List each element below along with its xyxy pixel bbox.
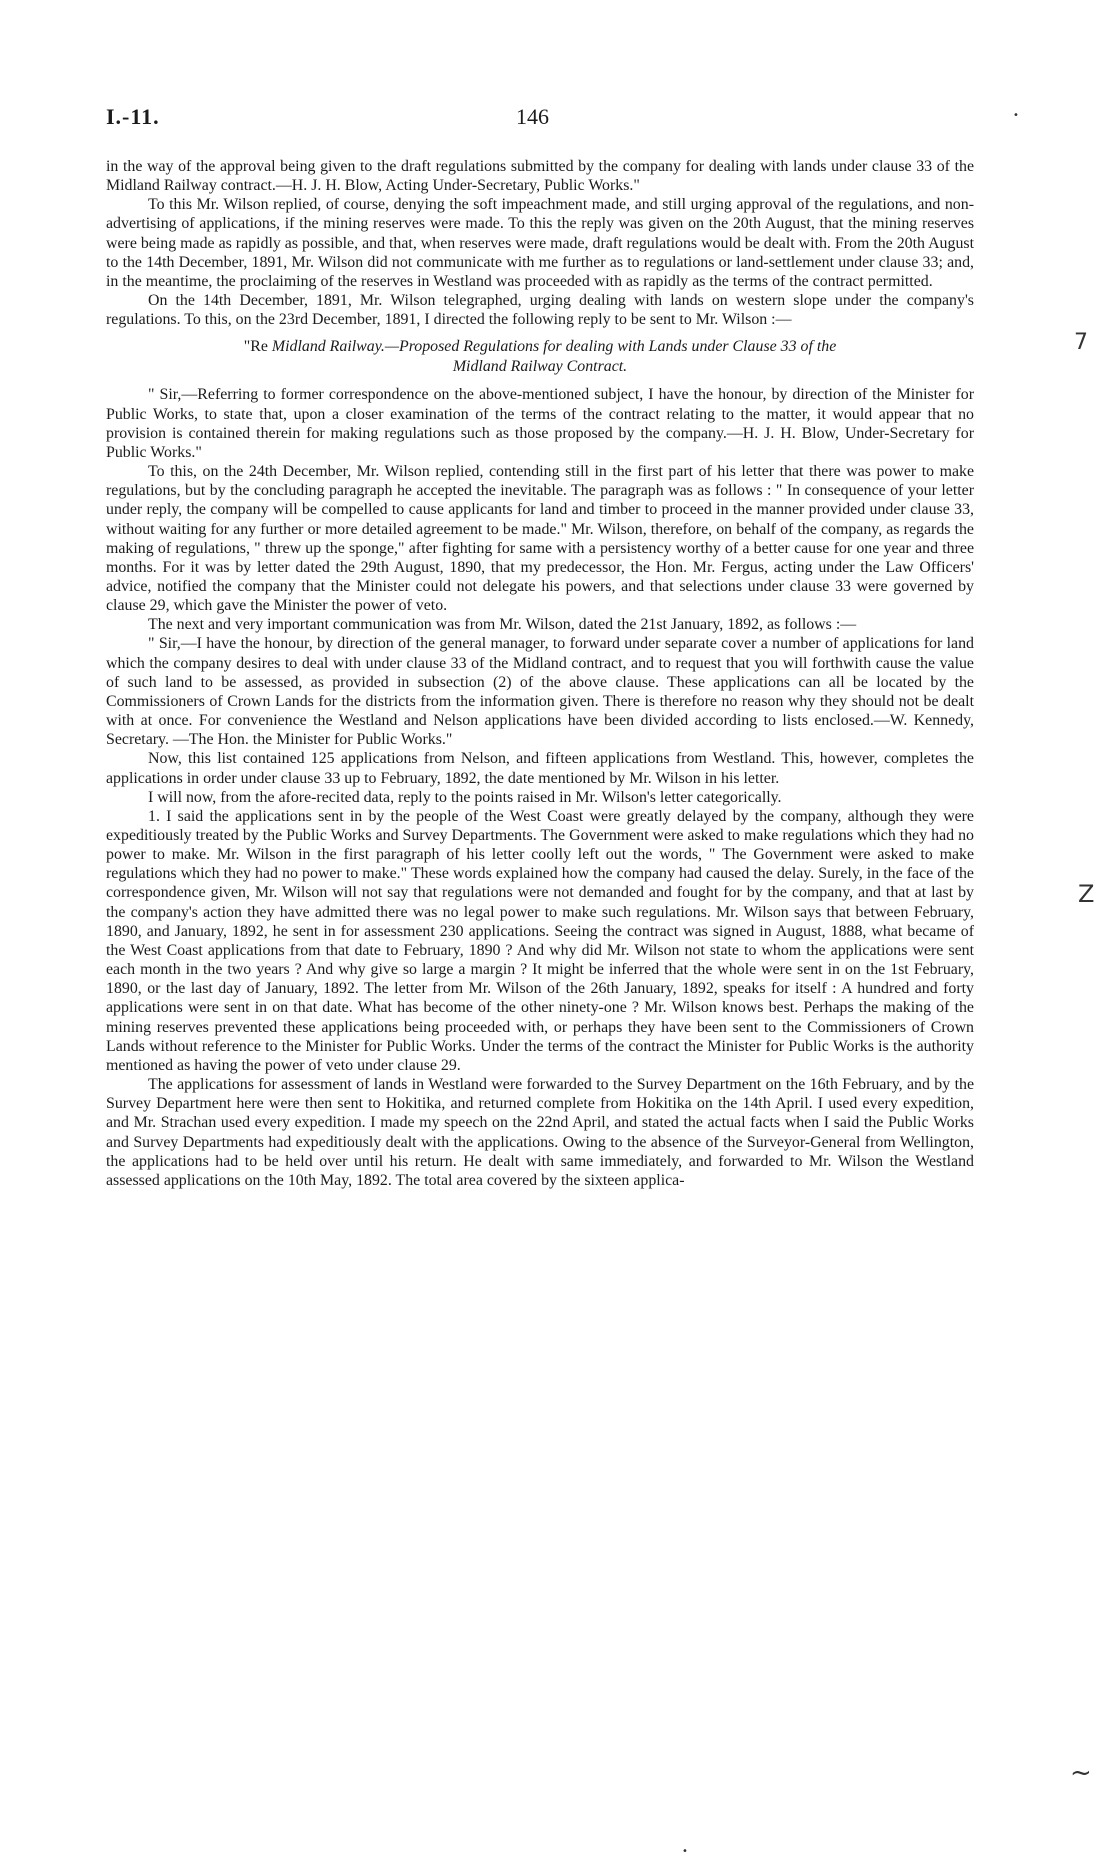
margin-annotation: Z: [1078, 880, 1095, 908]
letter-subject-heading: [106, 337, 974, 377]
footer-dot: •: [682, 1846, 688, 1857]
paragraph: To this Mr. Wilson replied, of course, denying the soft impeachment made, and still urging approval of the regulations, and non-advertising of applications, if the mining reserves were made. To this the reply was given on the 20th August, that the mining reserves were being made as rapidly as possible, and that, when reserves were made, draft regulations would be dealt with. From the 20th August to the 14th December, 1891, Mr. Wilson did not communicate with me further as to regulations or land-settlement under clause 33; and, in the meantime, the proclaiming of the reserves in Westland was proceeded with as rapidly as the terms of the contract permitted.: [106, 196, 974, 290]
heading-line-1: [106, 337, 974, 357]
margin-annotation: ~: [1070, 1758, 1092, 1788]
paragraph: On the 14th December, 1891, Mr. Wilson telegraphed, urging dealing with lands on western slope under the company's regulations. To this, on the 23rd December, 1891, I directed the following reply to be sent to Mr. Wilson :—: [106, 292, 974, 329]
heading-subject-line-1: Midland Railway.—Proposed Regulations for dealing with Lands under Clause 33 of the: [271, 338, 837, 356]
heading-subject-line-2: Midland Railway Contract.: [452, 358, 628, 376]
quoted-letter: " Sir,—I have the honour, by direction of the general manager, to forward under separate cover a number of applications for land which the company desires to deal with under clause 33 of the Midland contract, and to request that you will forthwith cause the value of such land to be assessed, as provided in subsection (2) of the above clause. These applications can all be located by the Commissioners of Crown Lands for the districts from the information given. There is therefore no reason why they should not be dealt with at once. For convenience the Westland and Nelson applications have been divided according to lists enclosed.—W. Kennedy, Secretary. —The Hon. the Minister for Public Works.": [106, 635, 974, 749]
margin-dot: •: [1013, 110, 1019, 121]
document-page: [106, 0, 974, 1875]
quoted-letter: " Sir,—Referring to former correspondence on the above-mentioned subject, I have the honour, by direction of the Minister for Public Works, to state that, upon a closer examination of the terms of the contract relating to the matter, it would appear that no provision is contained therein for making regulations such as those proposed by the company.—H. J. H. Blow, Under-Secretary for Public Works.": [106, 386, 974, 461]
page-number: 146: [516, 104, 549, 129]
paragraph: 1. I said the applications sent in by the people of the West Coast were greatly delayed by the company, although they were expeditiously treated by the Public Works and Survey Departments. The Government were asked to make regulations which they had no power to make. Mr. Wilson in the first paragraph of his letter coolly left out the words, " The Government were asked to make regulations which they had no power to make." These words explained how the company had caused the delay. Surely, in the face of the correspondence given, Mr. Wilson will not say that regulations were not demanded and fought for by the company, and that at last by the company's action they have admitted there was no legal power to make such regulations. Mr. Wilson says that between February, 1890, and January, 1892, he sent in for assessment 230 applications. Seeing the contract was signed in August, 1888, what became of the West Coast applications from that date to February, 1890 ? And why did Mr. Wilson not state to whom the applications were sent each month in the two years ? And why give so large a margin ? It might be inferred that the whole were sent in on the 1st February, 1890, or the last day of January, 1892. The letter from Mr. Wilson of the 26th January, 1892, speaks for itself : A hundred and forty applications were sent in on that date. What has become of the other ninety-one ? Mr. Wilson knows best. Perhaps the making of the mining reserves prevented these applications being proceeded with, or perhaps they have been sent to the Commissioners of Crown Lands without reference to the Minister for Public Works. Under the terms of the contract the Minister for Public Works is the authority mentioned as having the power of veto under clause 29.: [106, 807, 974, 1074]
document-reference: I.-11.: [106, 104, 160, 129]
paragraph: To this, on the 24th December, Mr. Wilson replied, contending still in the first part of his letter that there was power to make regulations, but by the concluding paragraph he accepted the inevitable. The paragraph was as follows : " In consequence of your letter under reply, the company will be compelled to cause applicants for land and timber to proceed in the manner provided under clause 33, without waiting for any further or more detailed agreement to be made." Mr. Wilson, therefore, on behalf of the company, as regards the making of regulations, " threw up the sponge," after fighting for same with a persistency worthy of a better cause for one year and three months. For it was by letter dated the 29th August, 1890, that my predecessor, the Hon. Mr. Fergus, acting under the Law Officers' advice, notified the company that the Minister could not delegate his powers, and that selections under clause 33 were governed by clause 29, which gave the Minister the power of veto.: [106, 463, 974, 615]
heading-prefix: "Re: [243, 338, 268, 356]
paragraph: The applications for assessment of lands in Westland were forwarded to the Survey Department on the 16th February, and by the Survey Department here were then sent to Hokitika, and returned complete from Hokitika on the 14th April. I used every expedition, and Mr. Strachan used every expedition. I made my speech on the 22nd April, and stated the actual facts when I said the Public Works and Survey Departments had expeditiously dealt with the applications. Owing to the absence of the Surveyor-General from Wellington, the applications had to be held over until his return. He dealt with same immediately, and forwarded to Mr. Wilson the Westland assessed applications on the 10th May, 1892. The total area covered by the sixteen applica-: [106, 1076, 974, 1189]
paragraph: The next and very important communication was from Mr. Wilson, dated the 21st January, 1892, as follows :—: [148, 616, 857, 634]
page-header: [106, 104, 974, 132]
paragraph: Now, this list contained 125 applications from Nelson, and fifteen applications from Westland. This, however, completes the applications in order under clause 33 up to February, 1892, the date mentioned by Mr. Wilson in his letter.: [106, 750, 974, 787]
paragraph: in the way of the approval being given to the draft regulations submitted by the company for dealing with lands under clause 33 of the Midland Railway contract.—H. J. H. Blow, Acting Under-Secretary, Public Works.": [106, 158, 974, 195]
paragraph: I will now, from the afore-recited data, reply to the points raised in Mr. Wilson's letter categorically.: [148, 788, 782, 806]
margin-annotation: 7: [1074, 330, 1088, 355]
body-text: [106, 157, 974, 1190]
